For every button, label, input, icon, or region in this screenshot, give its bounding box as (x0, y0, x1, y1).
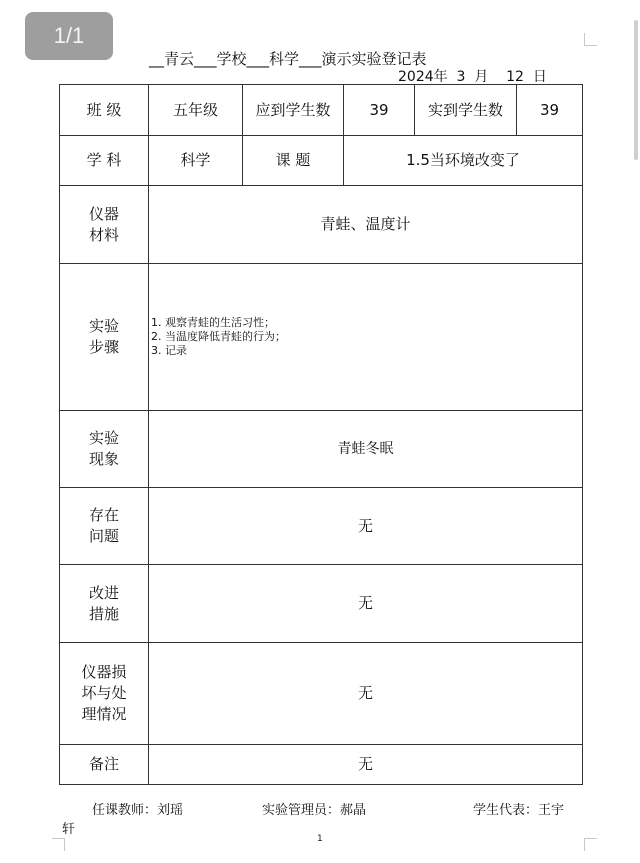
scrollbar[interactable] (634, 20, 638, 160)
lab-admin-signature: 实验管理员：郝晶 (262, 803, 367, 818)
table-row (60, 186, 583, 264)
class-label: 班 级 (60, 85, 149, 136)
expected-students-label: 应到学生数 (243, 85, 344, 136)
student-rep-signature: 学生代表：王宇 (473, 803, 565, 818)
step-item: 3. 记录 (151, 344, 187, 357)
class-value: 五年级 (149, 85, 243, 136)
teacher-signature: 任课教师：刘瑶 (92, 803, 184, 818)
table-row (60, 488, 583, 565)
registration-table (59, 84, 583, 785)
table-row (60, 565, 583, 643)
expected-students-value: 39 (344, 85, 415, 136)
notes-label: 备注 (60, 745, 149, 785)
phenomenon-label: 实验 现象 (60, 411, 149, 488)
table-row (60, 264, 583, 411)
materials-label: 仪器 材料 (60, 186, 149, 264)
problems-label: 存在 问题 (60, 488, 149, 565)
document-date: 2024年 3 月 12 日 (398, 69, 547, 85)
step-item: 1. 观察青蛙的生活习性； (151, 316, 275, 329)
improvement-label: 改进 措施 (60, 565, 149, 643)
table-row (60, 85, 583, 136)
table-row (60, 643, 583, 745)
crop-mark-top-right (584, 33, 597, 46)
subject-label: 学 科 (60, 136, 149, 186)
step-item: 2. 当温度降低青蛙的行为； (151, 330, 286, 343)
damage-value: 无 (149, 643, 583, 745)
notes-value: 无 (149, 745, 583, 785)
crop-mark-bottom-right (584, 838, 597, 851)
page-indicator[interactable]: 1/1 (25, 12, 113, 60)
actual-students-label: 实到学生数 (415, 85, 517, 136)
subject-value: 科学 (149, 136, 243, 186)
topic-value: 1.5当环境改变了 (344, 136, 583, 186)
phenomenon-value: 青蛙冬眠 (149, 411, 583, 488)
table-row (60, 411, 583, 488)
student-rep-signature-wrap: 轩 (62, 822, 76, 837)
damage-label: 仪器损 坏与处 理情况 (60, 643, 149, 745)
topic-label: 课 题 (243, 136, 344, 186)
steps-label: 实验 步骤 (60, 264, 149, 411)
steps-value (149, 264, 583, 411)
problems-value: 无 (149, 488, 583, 565)
materials-value: 青蛙、温度计 (149, 186, 583, 264)
document-title: __青云___学校___科学___演示实验登记表 (149, 50, 427, 68)
table-row (60, 745, 583, 785)
page-number: 1 (317, 834, 323, 844)
crop-mark-bottom-left (52, 838, 65, 851)
improvement-value: 无 (149, 565, 583, 643)
actual-students-value: 39 (517, 85, 583, 136)
table-row (60, 136, 583, 186)
